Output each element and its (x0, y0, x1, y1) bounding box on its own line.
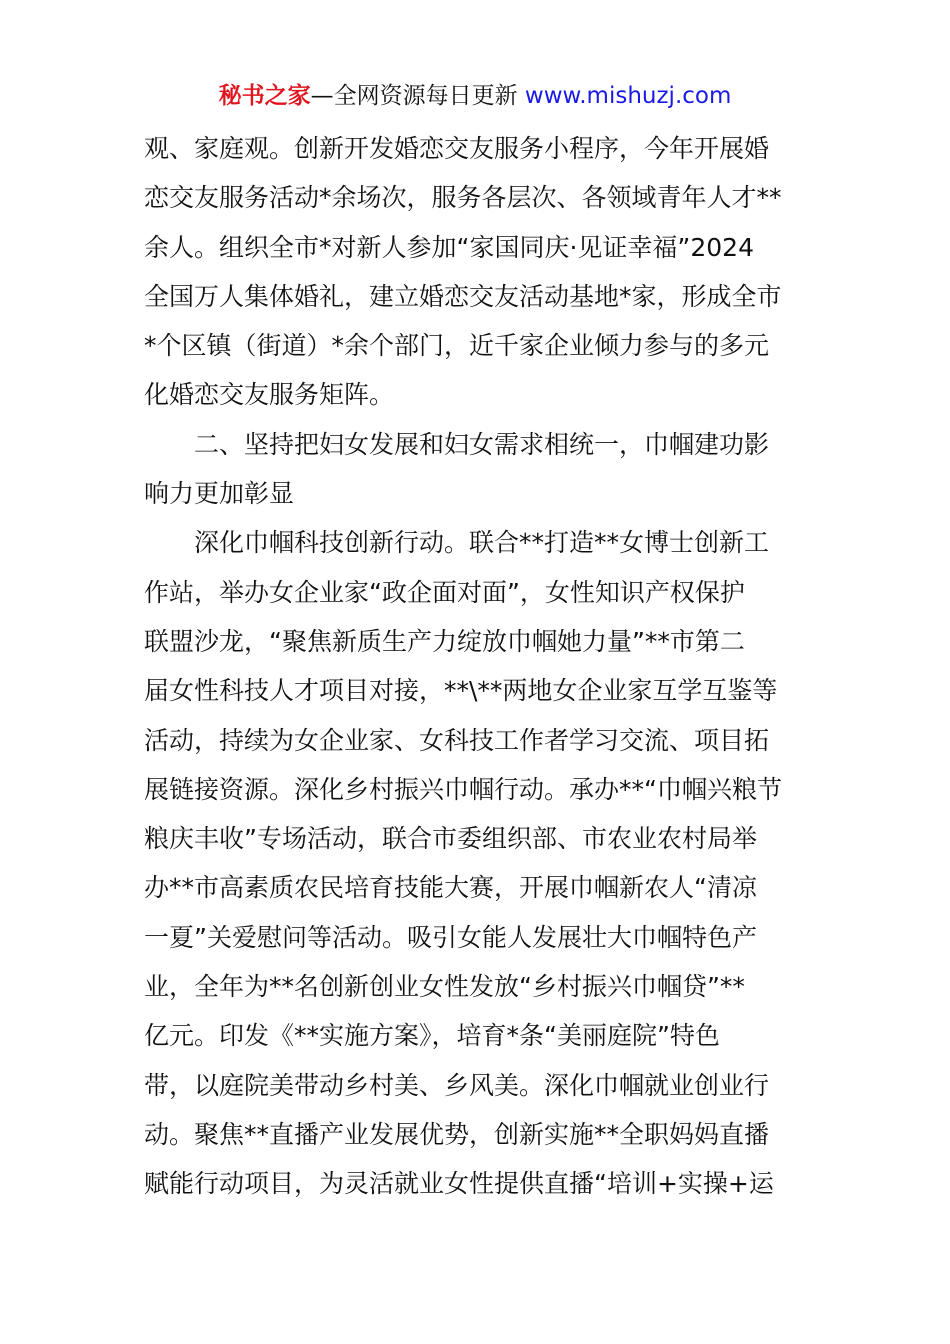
text-line: 余人。组织全市*对新人参加“家国同庆·见证幸福”2024 (144, 232, 754, 262)
text-line: 观、家庭观。创新开发婚恋交友服务小程序，今年开展婚 (144, 134, 770, 163)
text-line: 作站，举办女企业家“政企面对面”，女性知识产权保护 (144, 577, 745, 607)
paragraph-start: 深化巾帼科技创新行动。联合**打造**女博士创新工 (194, 528, 770, 558)
text-line: 展链接资源。深化乡村振兴巾帼行动。承办**“巾帼兴粮节 (144, 774, 782, 804)
text-line: 带，以庭院美带动乡村美、乡风美。深化巾帼就业创业行 (144, 1070, 770, 1100)
text-line: 化婚恋交友服务矩阵。 (144, 380, 395, 410)
section-heading: 二、坚持把妇女发展和妇女需求相统一，巾帼建功影 (194, 429, 770, 459)
section-heading-continued: 响力更加彰显 (144, 479, 295, 509)
text-line: 赋能行动项目，为灵活就业女性提供直播“培训+实操+运 (144, 1169, 774, 1199)
site-tagline: —全网资源每日更新 (310, 83, 518, 109)
text-line: 亿元。印发《**实施方案》，培育*条“美丽庭院”特色 (144, 1021, 720, 1051)
text-line: 联盟沙龙，“聚焦新质生产力绽放巾帼她力量”**市第二 (144, 626, 745, 656)
site-header (0, 80, 950, 112)
text-line: 全国万人集体婚礼，建立婚恋交友活动基地*家，形成全市 (144, 281, 782, 311)
text-line: 一夏”关爱慰问等活动。吸引女能人发展壮大巾帼特色产 (144, 922, 757, 952)
document-body (144, 124, 809, 1209)
site-url-link[interactable]: www.mishuzj.com (524, 83, 732, 109)
text-line: 届女性科技人才项目对接，**\**两地女企业家互学互鉴等 (144, 676, 778, 706)
text-line: 办**市高素质农民培育技能大赛，开展巾帼新农人“清凉 (144, 873, 757, 903)
text-line: 动。聚焦**直播产业发展优势，创新实施**全职妈妈直播 (144, 1119, 770, 1149)
text-line: 业，全年为**名创新创业女性发放“乡村振兴巾帼贷”** (144, 972, 745, 1002)
text-line: *个区镇（街道）*余个部门，近千家企业倾力参与的多元 (144, 331, 770, 361)
site-brand: 秘书之家 (218, 83, 311, 109)
text-line: 粮庆丰收”专场活动，联合市委组织部、市农业农村局举 (144, 824, 757, 854)
text-line: 活动，持续为女企业家、女科技工作者学习交流、项目拓 (144, 725, 770, 755)
text-line: 恋交友服务活动*余场次，服务各层次、各领域青年人才** (144, 183, 782, 213)
